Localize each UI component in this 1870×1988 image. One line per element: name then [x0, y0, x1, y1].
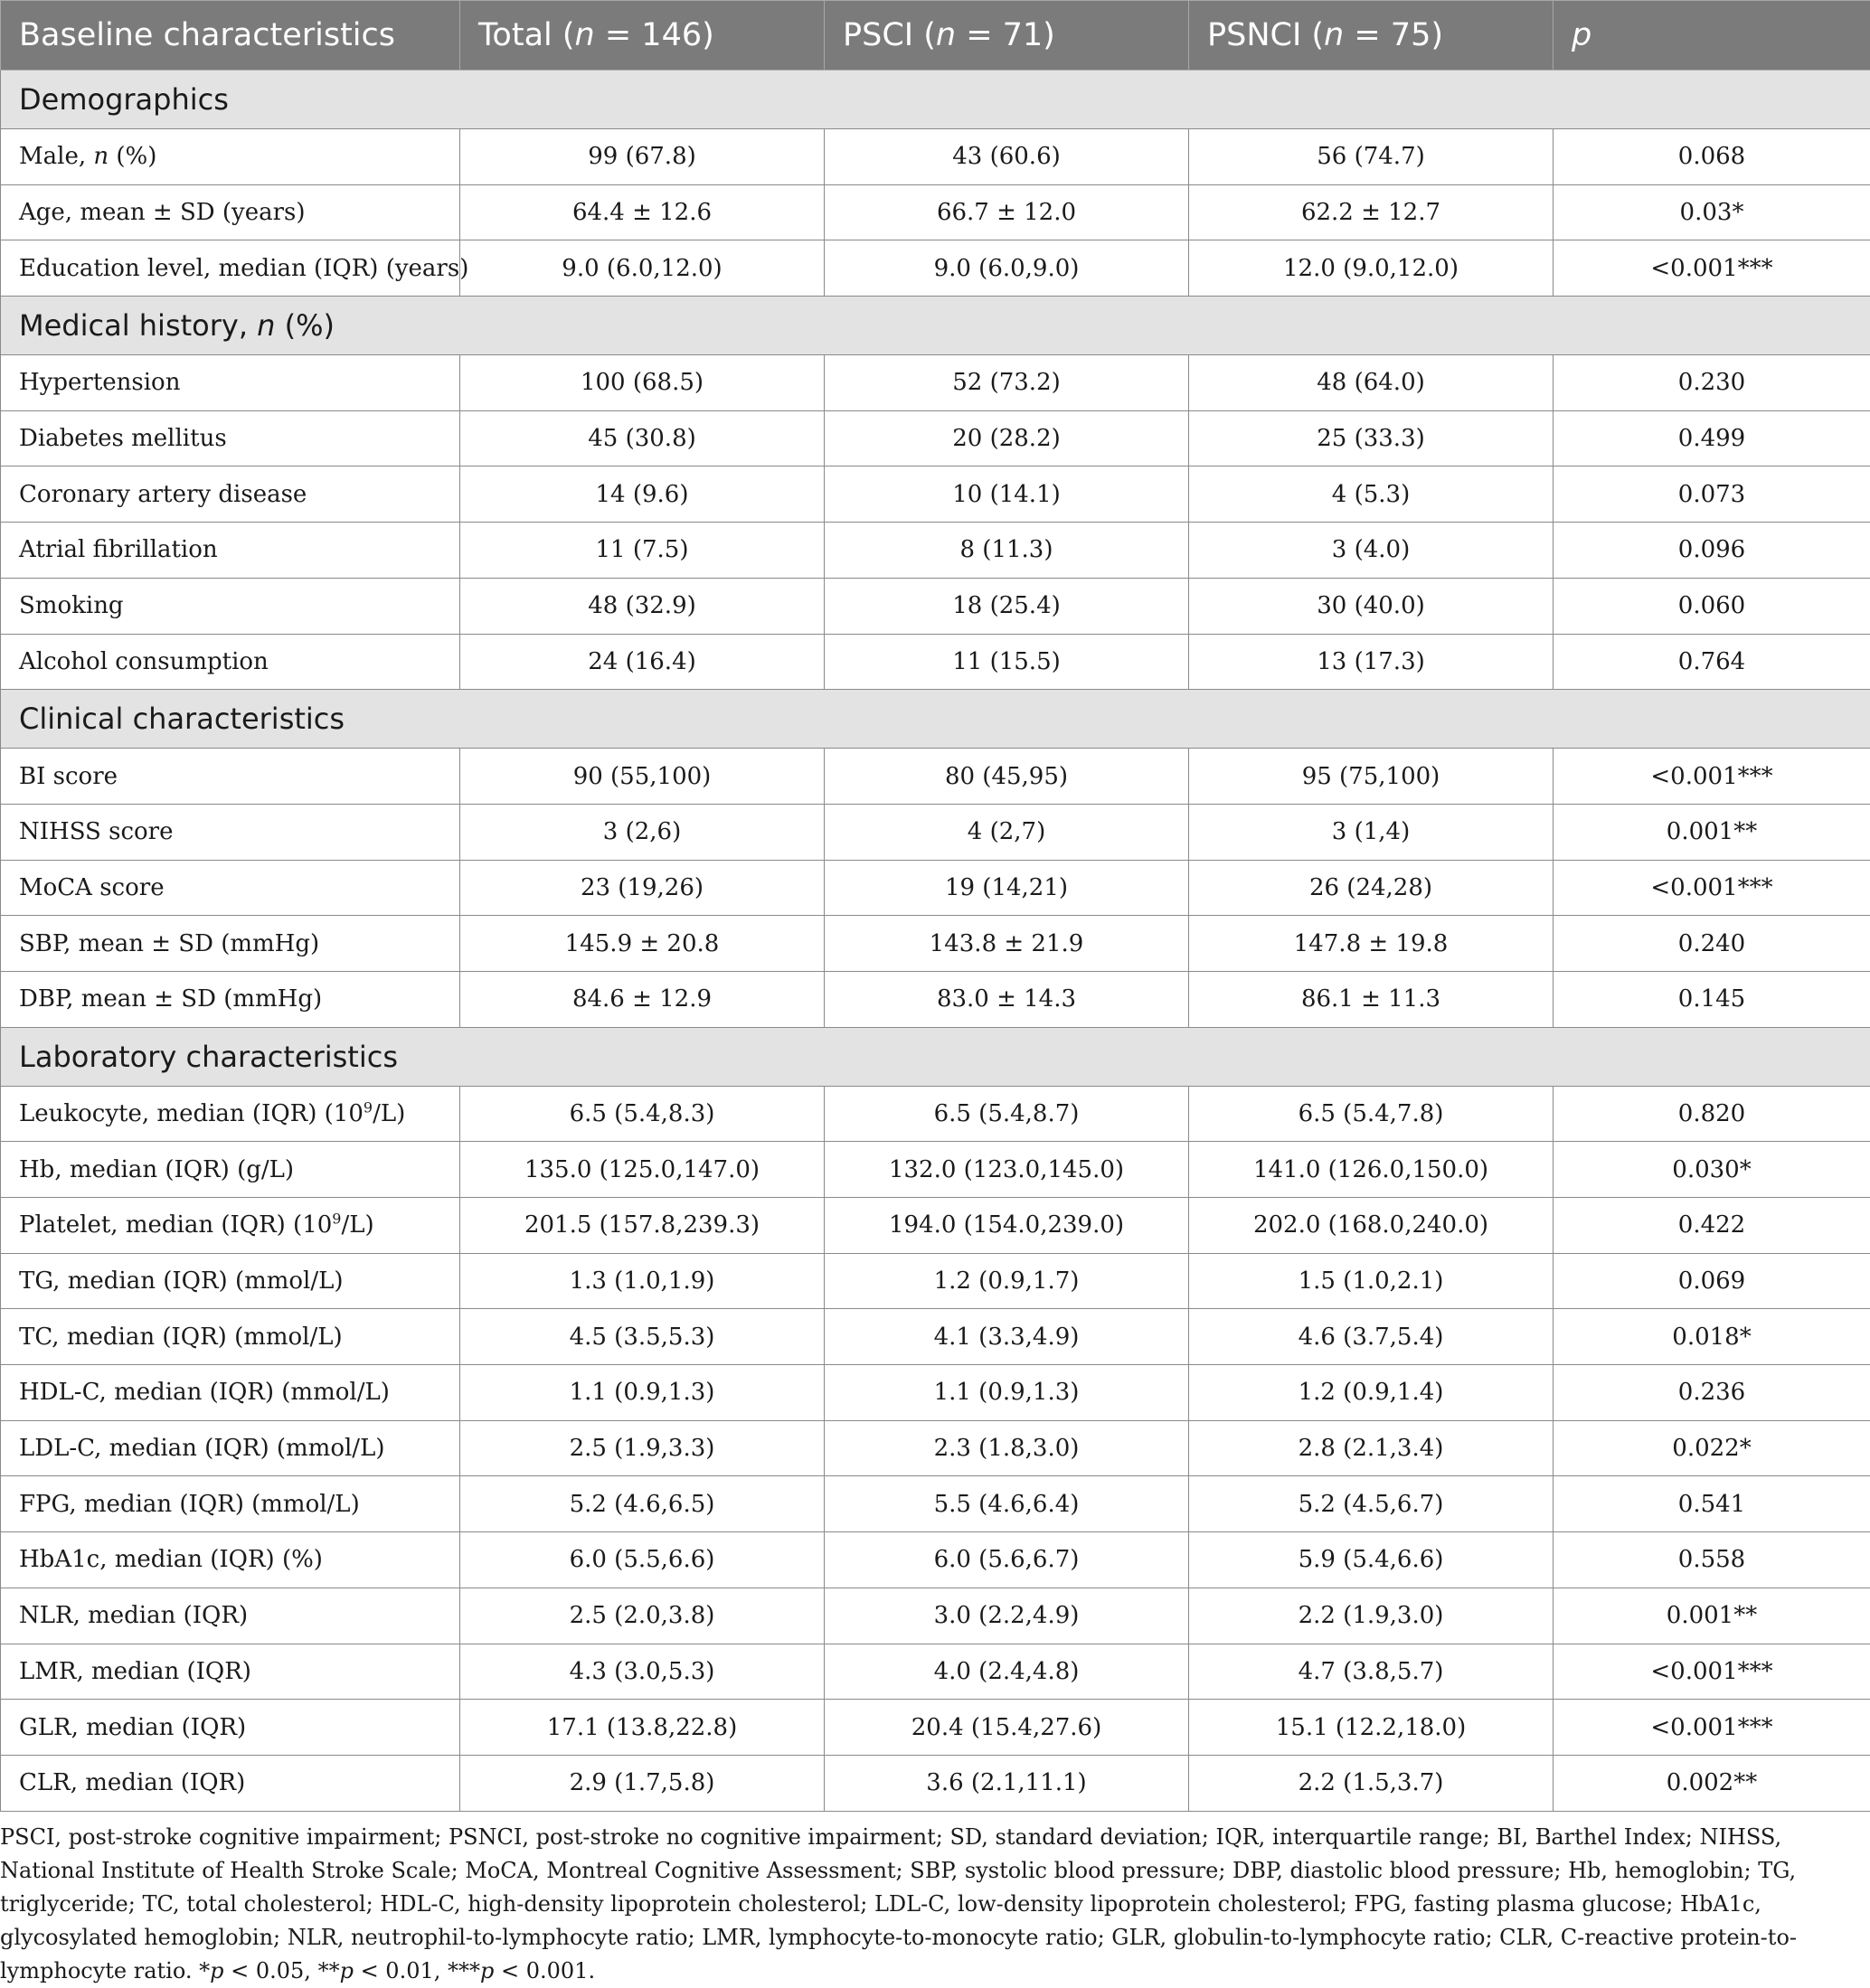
cell-psci: 132.0 (123.0,145.0) [825, 1142, 1189, 1198]
cell-psci: 143.8 ± 21.9 [825, 916, 1189, 972]
cell-total: 17.1 (13.8,22.8) [460, 1700, 825, 1756]
header-psnci: PSNCI (n = 75) [1189, 1, 1554, 71]
cell-psnci: 86.1 ± 11.3 [1189, 971, 1554, 1027]
header-baseline-characteristics: Baseline characteristics [1, 1, 460, 71]
table-body [1, 71, 1870, 1812]
cell-p-value: 0.096 [1554, 523, 1870, 579]
table-header-row [1, 1, 1870, 71]
row-label: MoCA score [1, 860, 460, 916]
row-label: Diabetes mellitus [1, 410, 460, 466]
cell-psnci: 4 (5.3) [1189, 466, 1554, 523]
cell-total: 2.5 (2.0,3.8) [460, 1588, 825, 1644]
cell-psnci: 95 (75,100) [1189, 749, 1554, 805]
table-row [1, 1532, 1870, 1588]
cell-psnci: 30 (40.0) [1189, 578, 1554, 634]
row-label: Platelet, median (IQR) $(10^9/L)$ [1, 1198, 460, 1254]
table-row [1, 410, 1870, 466]
cell-psnci: 56 (74.7) [1189, 129, 1554, 185]
cell-psci: 5.5 (4.6,6.4) [825, 1476, 1189, 1532]
cell-total: 4.5 (3.5,5.3) [460, 1309, 825, 1365]
table-footnote [0, 1812, 1870, 1988]
row-label: Education level, median (IQR) (years) [1, 240, 460, 297]
table-row [1, 1198, 1870, 1254]
table-row [1, 860, 1870, 916]
header-p-value: p [1554, 1, 1870, 71]
table-row [1, 1588, 1870, 1644]
cell-total: 201.5 (157.8,239.3) [460, 1198, 825, 1254]
section-row-clinical-characteristics [1, 690, 1870, 749]
header-total: Total (n = 146) [460, 1, 825, 71]
cell-total: 145.9 ± 20.8 [460, 916, 825, 972]
cell-psnci: 2.2 (1.5,3.7) [1189, 1755, 1554, 1811]
cell-psci: 11 (15.5) [825, 634, 1189, 690]
row-label: Hypertension [1, 355, 460, 411]
row-label: Age, mean ± SD (years) [1, 184, 460, 240]
row-label: Leukocyte, median (IQR) $(10^9/L)$ [1, 1086, 460, 1142]
cell-total: 3 (2,6) [460, 804, 825, 860]
row-label: TG, median (IQR) (mmol/L) [1, 1253, 460, 1309]
cell-total: 2.9 (1.7,5.8) [460, 1755, 825, 1811]
cell-total: 4.3 (3.0,5.3) [460, 1644, 825, 1700]
section-title: Medical history, n (%) [1, 297, 1870, 355]
row-label: NLR, median (IQR) [1, 1588, 460, 1644]
cell-psci: 20 (28.2) [825, 410, 1189, 466]
cell-p-value: <0.001*** [1554, 1700, 1870, 1756]
cell-total: 2.5 (1.9,3.3) [460, 1420, 825, 1476]
table-row [1, 355, 1870, 411]
cell-psnci: 147.8 ± 19.8 [1189, 916, 1554, 972]
cell-psci: 19 (14,21) [825, 860, 1189, 916]
cell-total: 6.5 (5.4,8.3) [460, 1086, 825, 1142]
cell-total: 5.2 (4.6,6.5) [460, 1476, 825, 1532]
table-row [1, 1253, 1870, 1309]
cell-total: 14 (9.6) [460, 466, 825, 523]
cell-p-value: <0.001*** [1554, 1644, 1870, 1700]
table-row [1, 1476, 1870, 1532]
section-title: Laboratory characteristics [1, 1027, 1870, 1086]
cell-p-value: 0.068 [1554, 129, 1870, 185]
footnote-significance: *p < 0.05, **p < 0.01, ***p < 0.001. [199, 1958, 595, 1983]
cell-psnci: 12.0 (9.0,12.0) [1189, 240, 1554, 297]
cell-psnci: 13 (17.3) [1189, 634, 1554, 690]
cell-total: 23 (19,26) [460, 860, 825, 916]
cell-psci: 1.1 (0.9,1.3) [825, 1365, 1189, 1421]
cell-psnci: 4.6 (3.7,5.4) [1189, 1309, 1554, 1365]
row-label: HDL-C, median (IQR) (mmol/L) [1, 1365, 460, 1421]
cell-psci: 1.2 (0.9,1.7) [825, 1253, 1189, 1309]
table-row [1, 804, 1870, 860]
cell-psnci: 202.0 (168.0,240.0) [1189, 1198, 1554, 1254]
cell-total: 48 (32.9) [460, 578, 825, 634]
cell-psci: 83.0 ± 14.3 [825, 971, 1189, 1027]
footnote-abbreviations: PSCI, post-stroke cognitive impairment; PSNCI, post-stroke no cognitive impairment; SD, standard deviation; IQR, interquartile range; BI, Barthel Index; NIHSS, National Institute of Health Stroke Scale; MoCA, Montreal Cognitive Assessment; SBP, systolic blood pressure; DBP, diastolic blood pressure; Hb, hemoglobin; TG, triglyceride; TC, total cholesterol; HDL-C, high-density lipoprotein cholesterol; LDL-C, low-density lipoprotein cholesterol; FPG, fasting plasma glucose; HbA1c, glycosylated hemoglobin; NLR, neutrophil-to-lymphocyte ratio; LMR, lymphocyte-to-monocyte ratio; GLR, globulin-to-lymphocyte ratio; CLR, C-reactive protein-to-lymphocyte ratio. [0, 1824, 1797, 1983]
cell-p-value: 0.022* [1554, 1420, 1870, 1476]
row-label: BI score [1, 749, 460, 805]
cell-total: 45 (30.8) [460, 410, 825, 466]
table-row [1, 1644, 1870, 1700]
cell-psnci: 3 (4.0) [1189, 523, 1554, 579]
cell-psci: 10 (14.1) [825, 466, 1189, 523]
row-label: TC, median (IQR) (mmol/L) [1, 1309, 460, 1365]
cell-total: 11 (7.5) [460, 523, 825, 579]
cell-p-value: 0.073 [1554, 466, 1870, 523]
cell-psci: 6.0 (5.6,6.7) [825, 1532, 1189, 1588]
cell-psci: 4 (2,7) [825, 804, 1189, 860]
cell-psnci: 4.7 (3.8,5.7) [1189, 1644, 1554, 1700]
cell-psnci: 6.5 (5.4,7.8) [1189, 1086, 1554, 1142]
cell-p-value: 0.145 [1554, 971, 1870, 1027]
table-row [1, 466, 1870, 523]
cell-p-value: 0.001** [1554, 1588, 1870, 1644]
table-row [1, 916, 1870, 972]
cell-psci: 3.6 (2.1,11.1) [825, 1755, 1189, 1811]
table-row [1, 1309, 1870, 1365]
cell-psci: 20.4 (15.4,27.6) [825, 1700, 1189, 1756]
cell-p-value: 0.001** [1554, 804, 1870, 860]
cell-psnci: 141.0 (126.0,150.0) [1189, 1142, 1554, 1198]
cell-p-value: <0.001*** [1554, 749, 1870, 805]
cell-psnci: 2.8 (2.1,3.4) [1189, 1420, 1554, 1476]
cell-p-value: 0.764 [1554, 634, 1870, 690]
cell-psnci: 48 (64.0) [1189, 355, 1554, 411]
cell-psci: 8 (11.3) [825, 523, 1189, 579]
table-row [1, 634, 1870, 690]
row-label: Hb, median (IQR) (g/L) [1, 1142, 460, 1198]
cell-total: 99 (67.8) [460, 129, 825, 185]
table-row [1, 1086, 1870, 1142]
table-row [1, 1755, 1870, 1811]
cell-psnci: 1.2 (0.9,1.4) [1189, 1365, 1554, 1421]
cell-psci: 52 (73.2) [825, 355, 1189, 411]
cell-p-value: 0.558 [1554, 1532, 1870, 1588]
table-row [1, 184, 1870, 240]
cell-p-value: 0.230 [1554, 355, 1870, 411]
row-label: NIHSS score [1, 804, 460, 860]
cell-psnci: 3 (1,4) [1189, 804, 1554, 860]
cell-total: 135.0 (125.0,147.0) [460, 1142, 825, 1198]
cell-p-value: 0.499 [1554, 410, 1870, 466]
table-row [1, 1700, 1870, 1756]
row-label: CLR, median (IQR) [1, 1755, 460, 1811]
cell-p-value: 0.236 [1554, 1365, 1870, 1421]
table-row [1, 578, 1870, 634]
cell-psnci: 15.1 (12.2,18.0) [1189, 1700, 1554, 1756]
cell-psci: 2.3 (1.8,3.0) [825, 1420, 1189, 1476]
cell-psci: 4.0 (2.4,4.8) [825, 1644, 1189, 1700]
cell-psci: 194.0 (154.0,239.0) [825, 1198, 1189, 1254]
cell-psnci: 5.2 (4.5,6.7) [1189, 1476, 1554, 1532]
cell-p-value: 0.060 [1554, 578, 1870, 634]
cell-psnci: 2.2 (1.9,3.0) [1189, 1588, 1554, 1644]
cell-psci: 4.1 (3.3,4.9) [825, 1309, 1189, 1365]
cell-total: 64.4 ± 12.6 [460, 184, 825, 240]
cell-psci: 43 (60.6) [825, 129, 1189, 185]
row-label: SBP, mean ± SD (mmHg) [1, 916, 460, 972]
cell-psci: 18 (25.4) [825, 578, 1189, 634]
cell-p-value: 0.541 [1554, 1476, 1870, 1532]
row-label: LMR, median (IQR) [1, 1644, 460, 1700]
cell-psnci: 5.9 (5.4,6.6) [1189, 1532, 1554, 1588]
table-row [1, 1420, 1870, 1476]
cell-psci: 6.5 (5.4,8.7) [825, 1086, 1189, 1142]
section-row-medical-history-n [1, 297, 1870, 355]
cell-psnci: 1.5 (1.0,2.1) [1189, 1253, 1554, 1309]
section-title: Clinical characteristics [1, 690, 1870, 749]
section-title: Demographics [1, 71, 1870, 129]
cell-psci: 80 (45,95) [825, 749, 1189, 805]
cell-total: 9.0 (6.0,12.0) [460, 240, 825, 297]
table-row [1, 749, 1870, 805]
row-label: GLR, median (IQR) [1, 1700, 460, 1756]
cell-p-value: 0.422 [1554, 1198, 1870, 1254]
table-row [1, 240, 1870, 297]
cell-p-value: <0.001*** [1554, 240, 1870, 297]
cell-p-value: <0.001*** [1554, 860, 1870, 916]
cell-psci: 66.7 ± 12.0 [825, 184, 1189, 240]
cell-psci: 9.0 (6.0,9.0) [825, 240, 1189, 297]
cell-total: 100 (68.5) [460, 355, 825, 411]
cell-p-value: 0.069 [1554, 1253, 1870, 1309]
row-label: HbA1c, median (IQR) (%) [1, 1532, 460, 1588]
table-row [1, 523, 1870, 579]
table-row [1, 129, 1870, 185]
row-label: Smoking [1, 578, 460, 634]
row-label: Alcohol consumption [1, 634, 460, 690]
section-row-laboratory-characteristics [1, 1027, 1870, 1086]
row-label: DBP, mean ± SD (mmHg) [1, 971, 460, 1027]
cell-p-value: 0.018* [1554, 1309, 1870, 1365]
table-row [1, 1142, 1870, 1198]
section-row-demographics [1, 71, 1870, 129]
cell-total: 24 (16.4) [460, 634, 825, 690]
row-label: Atrial fibrillation [1, 523, 460, 579]
cell-p-value: 0.240 [1554, 916, 1870, 972]
cell-psnci: 26 (24,28) [1189, 860, 1554, 916]
cell-p-value: 0.820 [1554, 1086, 1870, 1142]
table-row [1, 971, 1870, 1027]
cell-p-value: 0.030* [1554, 1142, 1870, 1198]
row-label: Male, n (%) [1, 129, 460, 185]
cell-p-value: 0.03* [1554, 184, 1870, 240]
table-row [1, 1365, 1870, 1421]
cell-total: 1.3 (1.0,1.9) [460, 1253, 825, 1309]
cell-total: 90 (55,100) [460, 749, 825, 805]
row-label: FPG, median (IQR) (mmol/L) [1, 1476, 460, 1532]
cell-psnci: 62.2 ± 12.7 [1189, 184, 1554, 240]
cell-total: 84.6 ± 12.9 [460, 971, 825, 1027]
row-label: LDL-C, median (IQR) (mmol/L) [1, 1420, 460, 1476]
cell-psnci: 25 (33.3) [1189, 410, 1554, 466]
row-label: Coronary artery disease [1, 466, 460, 523]
header-psci: PSCI (n = 71) [825, 1, 1189, 71]
cell-total: 6.0 (5.5,6.6) [460, 1532, 825, 1588]
cell-psci: 3.0 (2.2,4.9) [825, 1588, 1189, 1644]
cell-total: 1.1 (0.9,1.3) [460, 1365, 825, 1421]
cell-p-value: 0.002** [1554, 1755, 1870, 1811]
